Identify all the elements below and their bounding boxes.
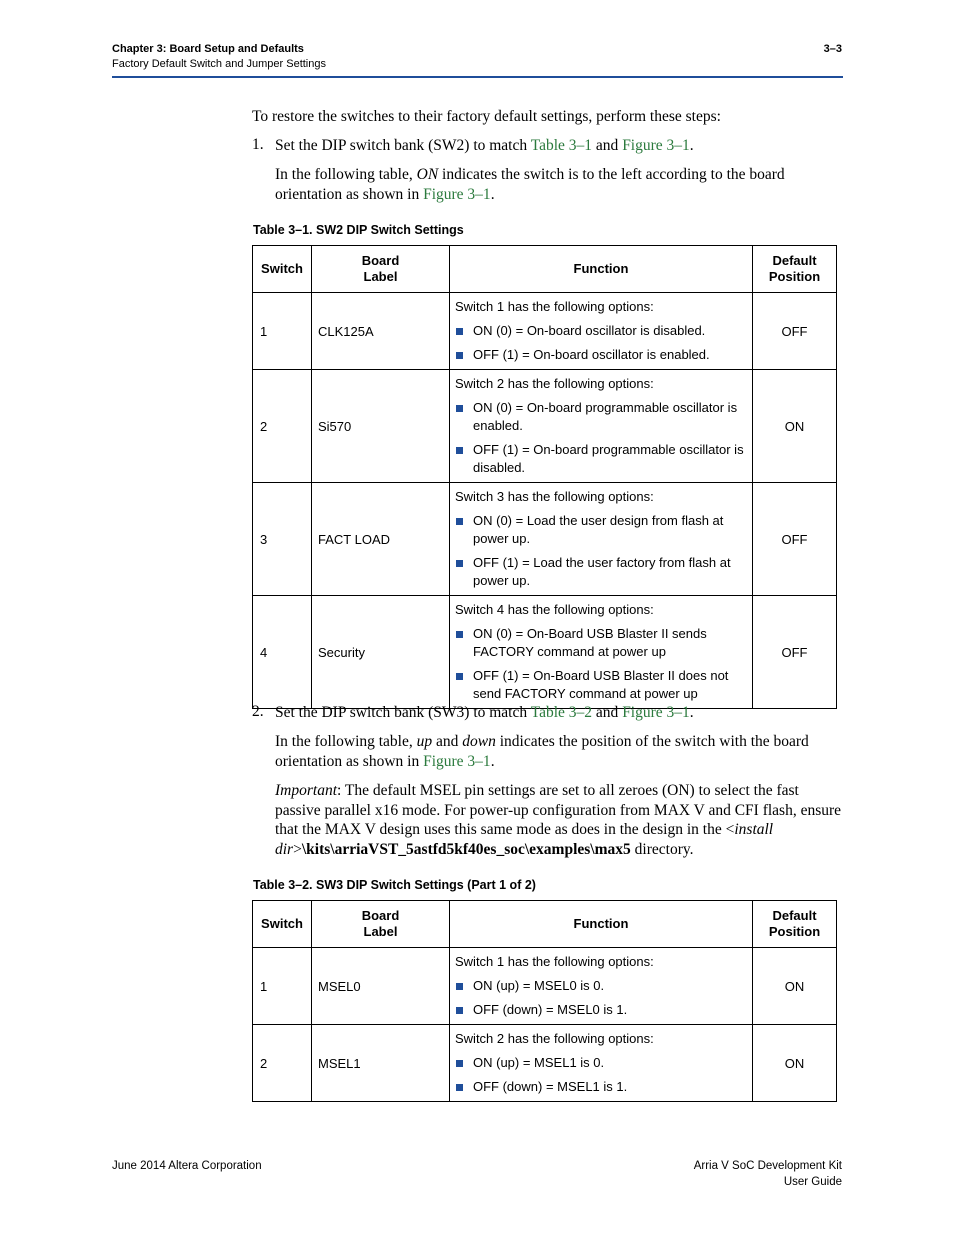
square-bullet-icon: [456, 1060, 463, 1067]
table-row: [253, 596, 837, 709]
table-3-2: [252, 900, 837, 1102]
table-header-row: [253, 246, 837, 293]
switch-number: 4: [253, 596, 312, 709]
column-header-switch: Switch: [253, 246, 312, 293]
board-label: Si570: [312, 370, 450, 483]
page-number: 3–3: [823, 43, 842, 55]
step-1-text: Set the DIP switch bank (SW2) to match Table 3–1 and Figure 3–1.: [275, 137, 694, 154]
figure-3-1-link[interactable]: Figure 3–1: [423, 185, 491, 203]
running-header-chapter: Chapter 3: Board Setup and Defaults: [112, 43, 304, 55]
default-position: OFF: [753, 483, 837, 596]
option-item: OFF (1) = On-board oscillator is enabled.: [455, 346, 746, 364]
board-label: Security: [312, 596, 450, 709]
option-item: OFF (down) = MSEL1 is 1.: [455, 1078, 746, 1096]
board-label: CLK125A: [312, 293, 450, 370]
square-bullet-icon: [456, 1007, 463, 1014]
table-header-row: [253, 901, 837, 948]
step-1-number: 1.: [252, 136, 264, 153]
board-label: MSEL1: [312, 1025, 450, 1102]
table-3-1-link[interactable]: Table 3–1: [530, 137, 593, 154]
option-item: ON (0) = Load the user design from flash at power up.: [455, 512, 746, 548]
function-cell: [450, 596, 753, 709]
figure-3-1-link[interactable]: Figure 3–1: [423, 752, 491, 770]
function-cell: [450, 483, 753, 596]
footer-date-company: June 2014 Altera Corporation: [112, 1160, 262, 1172]
function-intro: Switch 3 has the following options:: [455, 489, 654, 504]
footer-doc-type: User Guide: [783, 1176, 842, 1188]
table-row: [253, 293, 837, 370]
default-position: ON: [753, 370, 837, 483]
switch-number: 1: [253, 948, 312, 1025]
board-label: MSEL0: [312, 948, 450, 1025]
switch-number: 2: [253, 370, 312, 483]
option-item: ON (0) = On-Board USB Blaster II sends FACTORY command at power up: [455, 625, 746, 661]
header-rule: [112, 76, 843, 78]
square-bullet-icon: [456, 447, 463, 454]
option-item: OFF (1) = On-Board USB Blaster II does not send FACTORY command at power up: [455, 667, 746, 703]
column-header-function: Function: [450, 246, 753, 293]
option-item: ON (0) = On-board programmable oscillator is enabled.: [455, 399, 746, 435]
function-intro: Switch 1 has the following options:: [455, 299, 654, 314]
figure-3-1-link[interactable]: Figure 3–1: [622, 704, 690, 721]
table-row: [253, 370, 837, 483]
column-header-function: Function: [450, 901, 753, 948]
function-cell: [450, 1025, 753, 1102]
column-header-default-position: Default Position: [753, 901, 837, 948]
option-item: OFF (1) = Load the user factory from flash at power up.: [455, 554, 746, 590]
table-row: [253, 483, 837, 596]
function-intro: Switch 1 has the following options:: [455, 954, 654, 969]
table-3-2-link[interactable]: Table 3–2: [530, 704, 593, 721]
table-3-1: [252, 245, 837, 709]
default-position: ON: [753, 948, 837, 1025]
default-position: ON: [753, 1025, 837, 1102]
column-header-switch: Switch: [253, 901, 312, 948]
square-bullet-icon: [456, 673, 463, 680]
intro-paragraph: To restore the switches to their factory default settings, perform these steps:: [252, 108, 721, 125]
square-bullet-icon: [456, 1084, 463, 1091]
table-3-1-caption: Table 3–1. SW2 DIP Switch Settings: [253, 223, 464, 237]
step-2-number: 2.: [252, 703, 264, 720]
step-1-note: In the following table, ON indicates the switch is to the left according to the board orientation as shown in Figure 3–1.: [275, 166, 785, 203]
square-bullet-icon: [456, 352, 463, 359]
footer-product: Arria V SoC Development Kit: [693, 1160, 842, 1172]
default-position: OFF: [753, 596, 837, 709]
square-bullet-icon: [456, 560, 463, 567]
option-item: OFF (down) = MSEL0 is 1.: [455, 1001, 746, 1019]
option-item: ON (0) = On-board oscillator is disabled.: [455, 322, 746, 340]
running-header-section: Factory Default Switch and Jumper Settings: [112, 58, 326, 70]
option-item: ON (up) = MSEL0 is 0.: [455, 977, 746, 995]
square-bullet-icon: [456, 518, 463, 525]
column-header-board-label: Board Label: [312, 901, 450, 948]
switch-number: 2: [253, 1025, 312, 1102]
step-2-text: Set the DIP switch bank (SW3) to match Table 3–2 and Figure 3–1.: [275, 704, 694, 721]
step-2-note: In the following table, up and down indicates the position of the switch with the board orientation as shown in Figure 3–1.: [275, 733, 809, 770]
table-row: [253, 1025, 837, 1102]
square-bullet-icon: [456, 328, 463, 335]
square-bullet-icon: [456, 631, 463, 638]
function-cell: [450, 370, 753, 483]
switch-number: 1: [253, 293, 312, 370]
option-item: ON (up) = MSEL1 is 0.: [455, 1054, 746, 1072]
column-header-default-position: Default Position: [753, 246, 837, 293]
board-label: FACT LOAD: [312, 483, 450, 596]
option-item: OFF (1) = On-board programmable oscillator is disabled.: [455, 441, 746, 477]
square-bullet-icon: [456, 983, 463, 990]
function-intro: Switch 2 has the following options:: [455, 376, 654, 391]
square-bullet-icon: [456, 405, 463, 412]
column-header-board-label: Board Label: [312, 246, 450, 293]
switch-number: 3: [253, 483, 312, 596]
function-intro: Switch 4 has the following options:: [455, 602, 654, 617]
default-position: OFF: [753, 293, 837, 370]
figure-3-1-link[interactable]: Figure 3–1: [622, 137, 690, 154]
function-intro: Switch 2 has the following options:: [455, 1031, 654, 1046]
table-row: [253, 948, 837, 1025]
table-3-2-caption: Table 3–2. SW3 DIP Switch Settings (Part 1 of 2): [253, 878, 536, 892]
important-note: Important: The default MSEL pin settings are set to all zeroes (ON) to select the fast passive parallel x16 mode. For power-up configuration from MAX V and CFI flash, ensure that the MAX V design uses this same mode as does in the design in the <install dir>\kits\arriaVST_5astfd5kf40es_soc\examples\max5 directory.: [275, 782, 842, 858]
function-cell: [450, 293, 753, 370]
function-cell: [450, 948, 753, 1025]
